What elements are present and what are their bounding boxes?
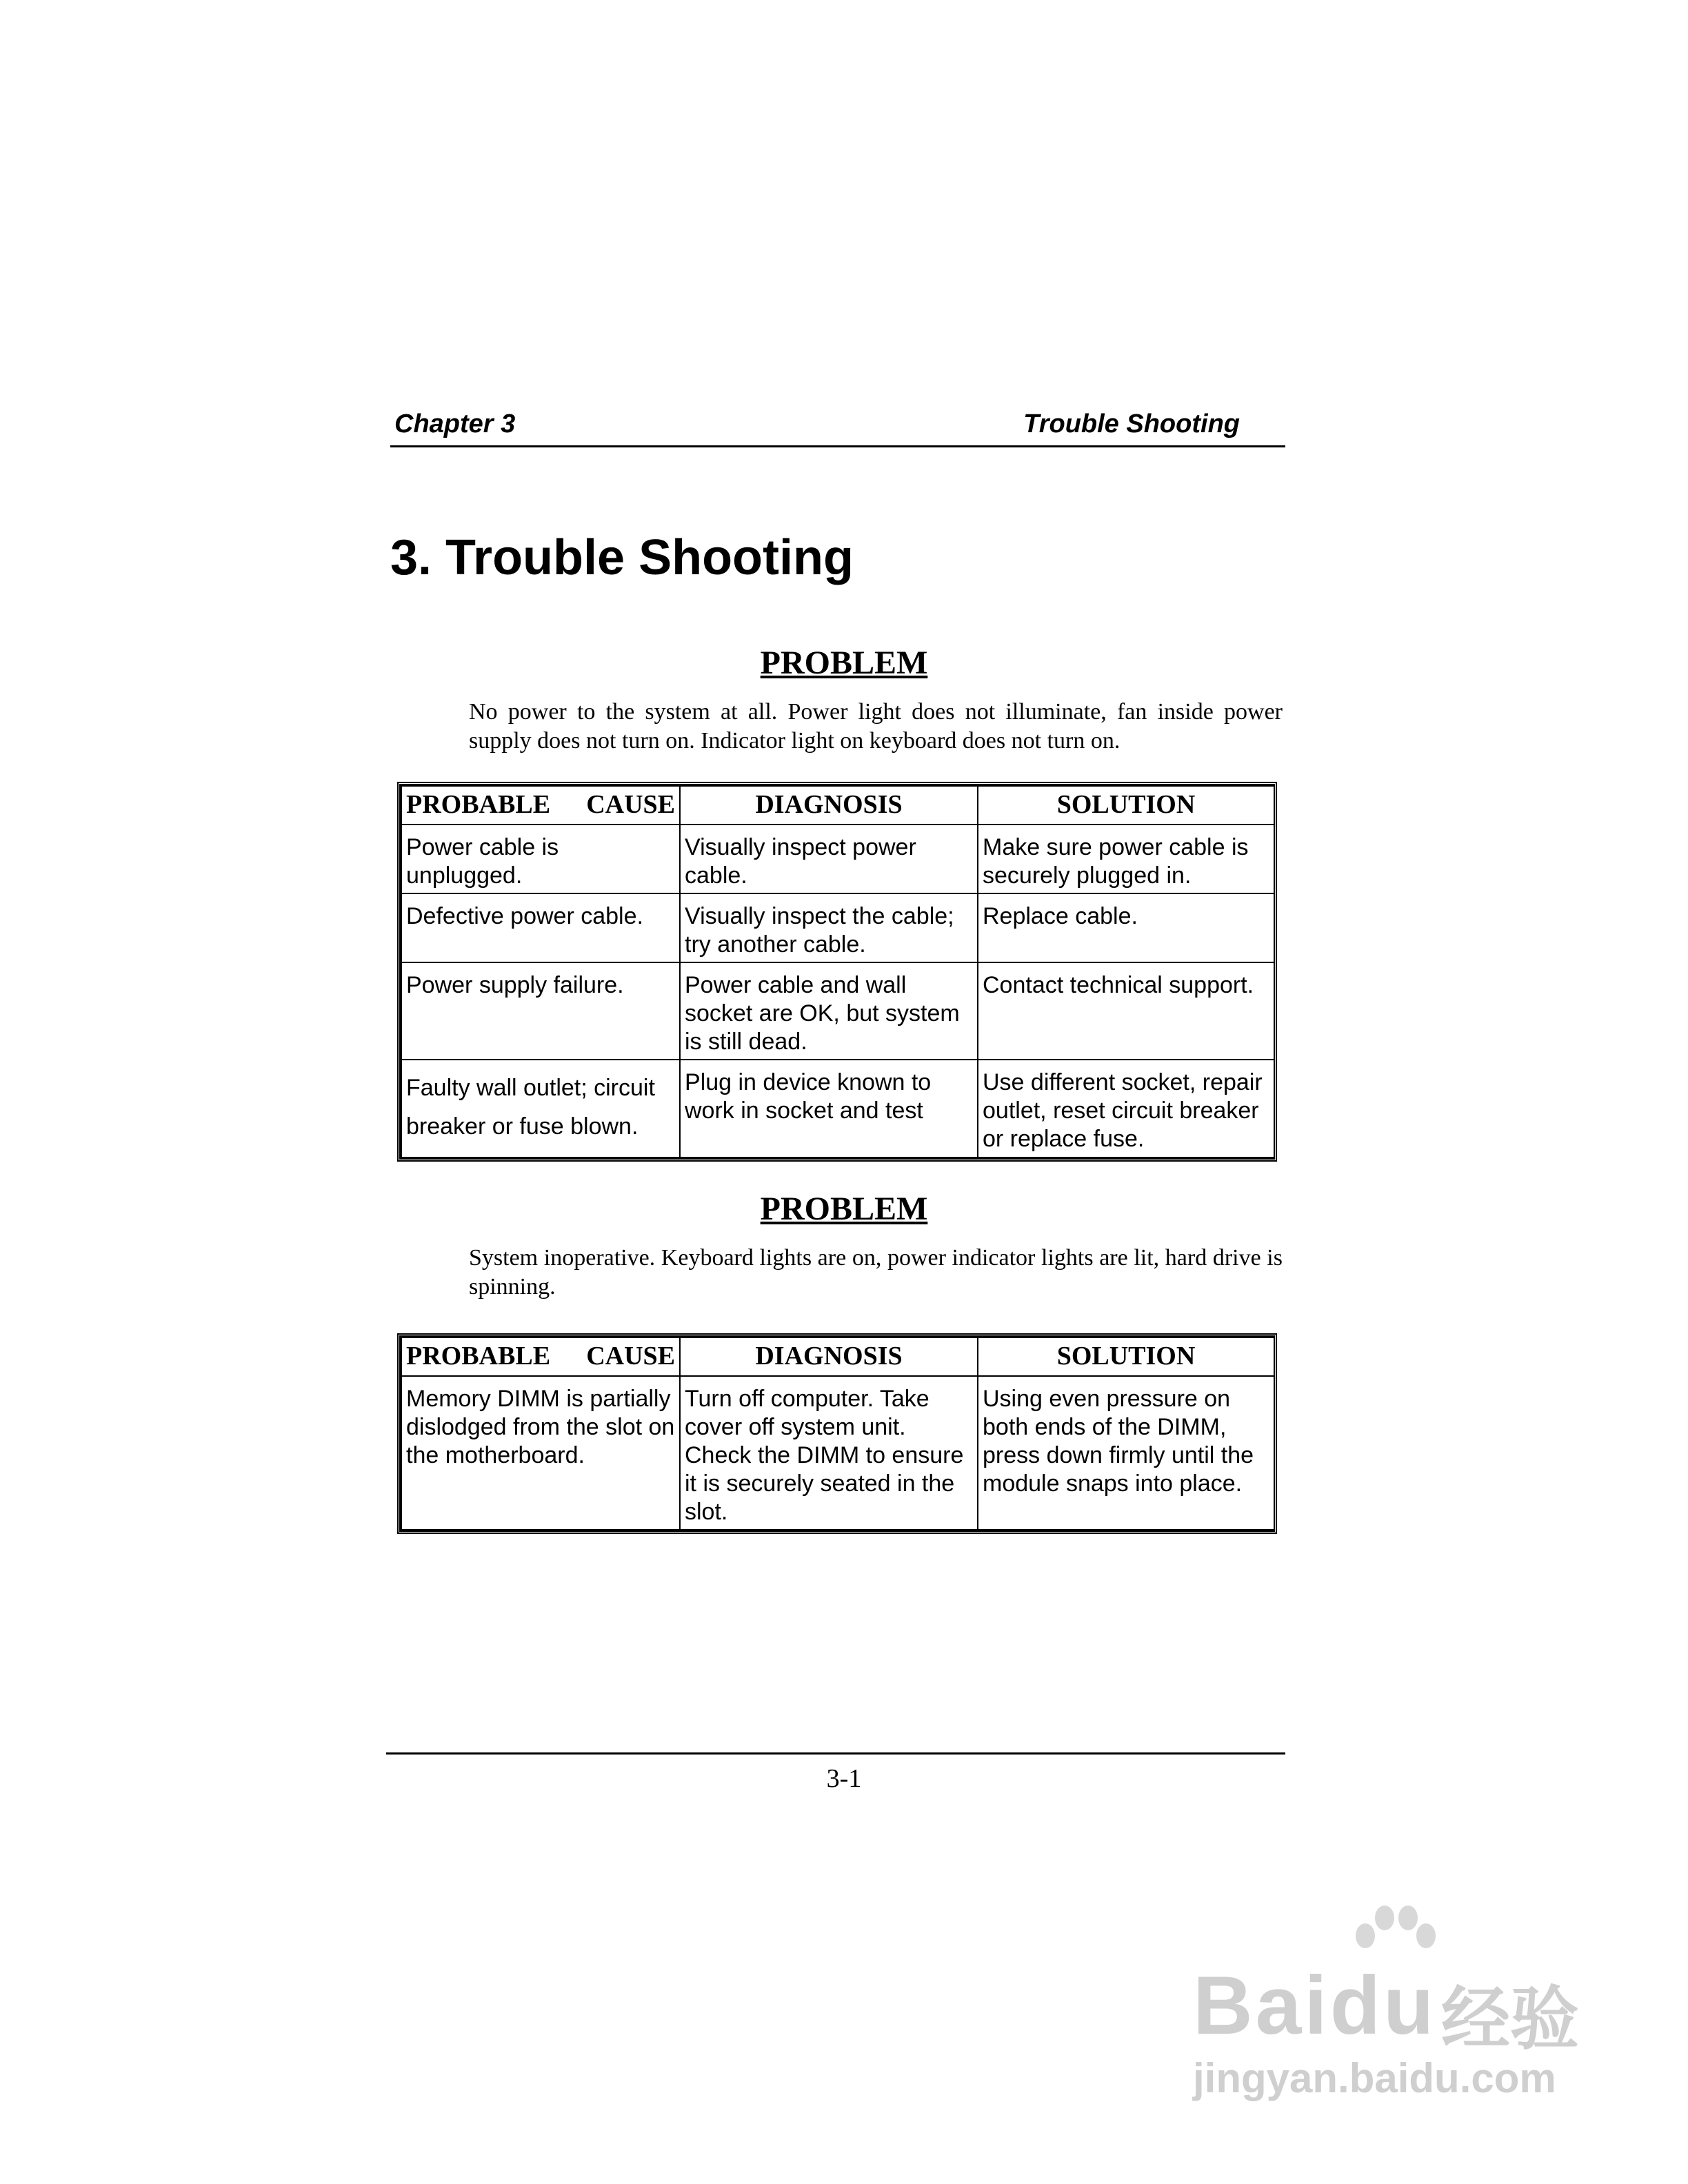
column-header-solution: SOLUTION — [978, 1337, 1274, 1376]
running-header — [390, 404, 1285, 447]
cell-solution: Use different socket, repair outlet, reset circuit breaker or replace fuse. — [978, 1060, 1274, 1157]
footer-rule — [386, 1752, 1285, 1755]
table-header-row — [401, 786, 1274, 825]
watermark-logo-text: Baidu — [1193, 1959, 1437, 2052]
cell-diagnosis: Visually inspect the cable; try another cable. — [680, 893, 978, 962]
table-row — [401, 825, 1274, 893]
cell-solution: Contact technical support. — [978, 962, 1274, 1060]
cell-cause: Power supply failure. — [401, 962, 680, 1060]
troubleshooting-table-1 — [397, 782, 1277, 1162]
troubleshooting-table-2 — [397, 1333, 1277, 1534]
header-section: Trouble Shooting — [1023, 410, 1240, 438]
cell-diagnosis: Visually inspect power cable. — [680, 825, 978, 893]
cell-cause: Defective power cable. — [401, 893, 680, 962]
cell-solution: Using even pressure on both ends of the DIMM, press down firmly until the module snaps into place. — [978, 1376, 1274, 1530]
table-row — [401, 1060, 1274, 1157]
table-header-row — [401, 1337, 1274, 1376]
problem-description-2: System inoperative. Keyboard lights are on, power indicator lights are lit, hard drive is spinning. — [469, 1245, 1283, 1300]
cell-cause: Faulty wall outlet; circuit breaker or fuse blown. — [401, 1060, 680, 1157]
table-row — [401, 893, 1274, 962]
problem-heading-1: PROBLEM — [760, 645, 928, 681]
column-header-cause: PROBABLE CAUSE — [401, 786, 680, 825]
table-row — [401, 962, 1274, 1060]
watermark-url: jingyan.baidu.com — [1193, 2055, 1556, 2101]
watermark-cn-text: 经验 — [1441, 1979, 1579, 2059]
watermark — [1172, 1903, 1586, 2110]
table-row — [401, 1376, 1274, 1530]
column-header-solution: SOLUTION — [978, 786, 1274, 825]
header-chapter: Chapter 3 — [394, 410, 516, 438]
column-header-cause: PROBABLE CAUSE — [401, 1337, 680, 1376]
cell-solution: Make sure power cable is securely plugged in. — [978, 825, 1274, 893]
cell-solution: Replace cable. — [978, 893, 1274, 962]
column-header-diagnosis: DIAGNOSIS — [680, 1337, 978, 1376]
problem-heading-2: PROBLEM — [760, 1191, 928, 1227]
cell-diagnosis: Plug in device known to work in socket and test — [680, 1060, 978, 1157]
cell-diagnosis: Turn off computer. Take cover off system unit. Check the DIMM to ensure it is securely seated in the slot. — [680, 1376, 978, 1530]
page-number: 3-1 — [826, 1764, 862, 1793]
problem-description-1: No power to the system at all. Power light does not illuminate, fan inside power supply does not turn on. Indicator light on keyboard does not turn on. — [469, 699, 1283, 754]
column-header-diagnosis: DIAGNOSIS — [680, 786, 978, 825]
cell-cause: Memory DIMM is partially dislodged from the slot on the motherboard. — [401, 1376, 680, 1530]
cell-cause: Power cable is unplugged. — [401, 825, 680, 893]
cell-diagnosis: Power cable and wall socket are OK, but system is still dead. — [680, 962, 978, 1060]
page-title: 3. Trouble Shooting — [390, 530, 854, 585]
